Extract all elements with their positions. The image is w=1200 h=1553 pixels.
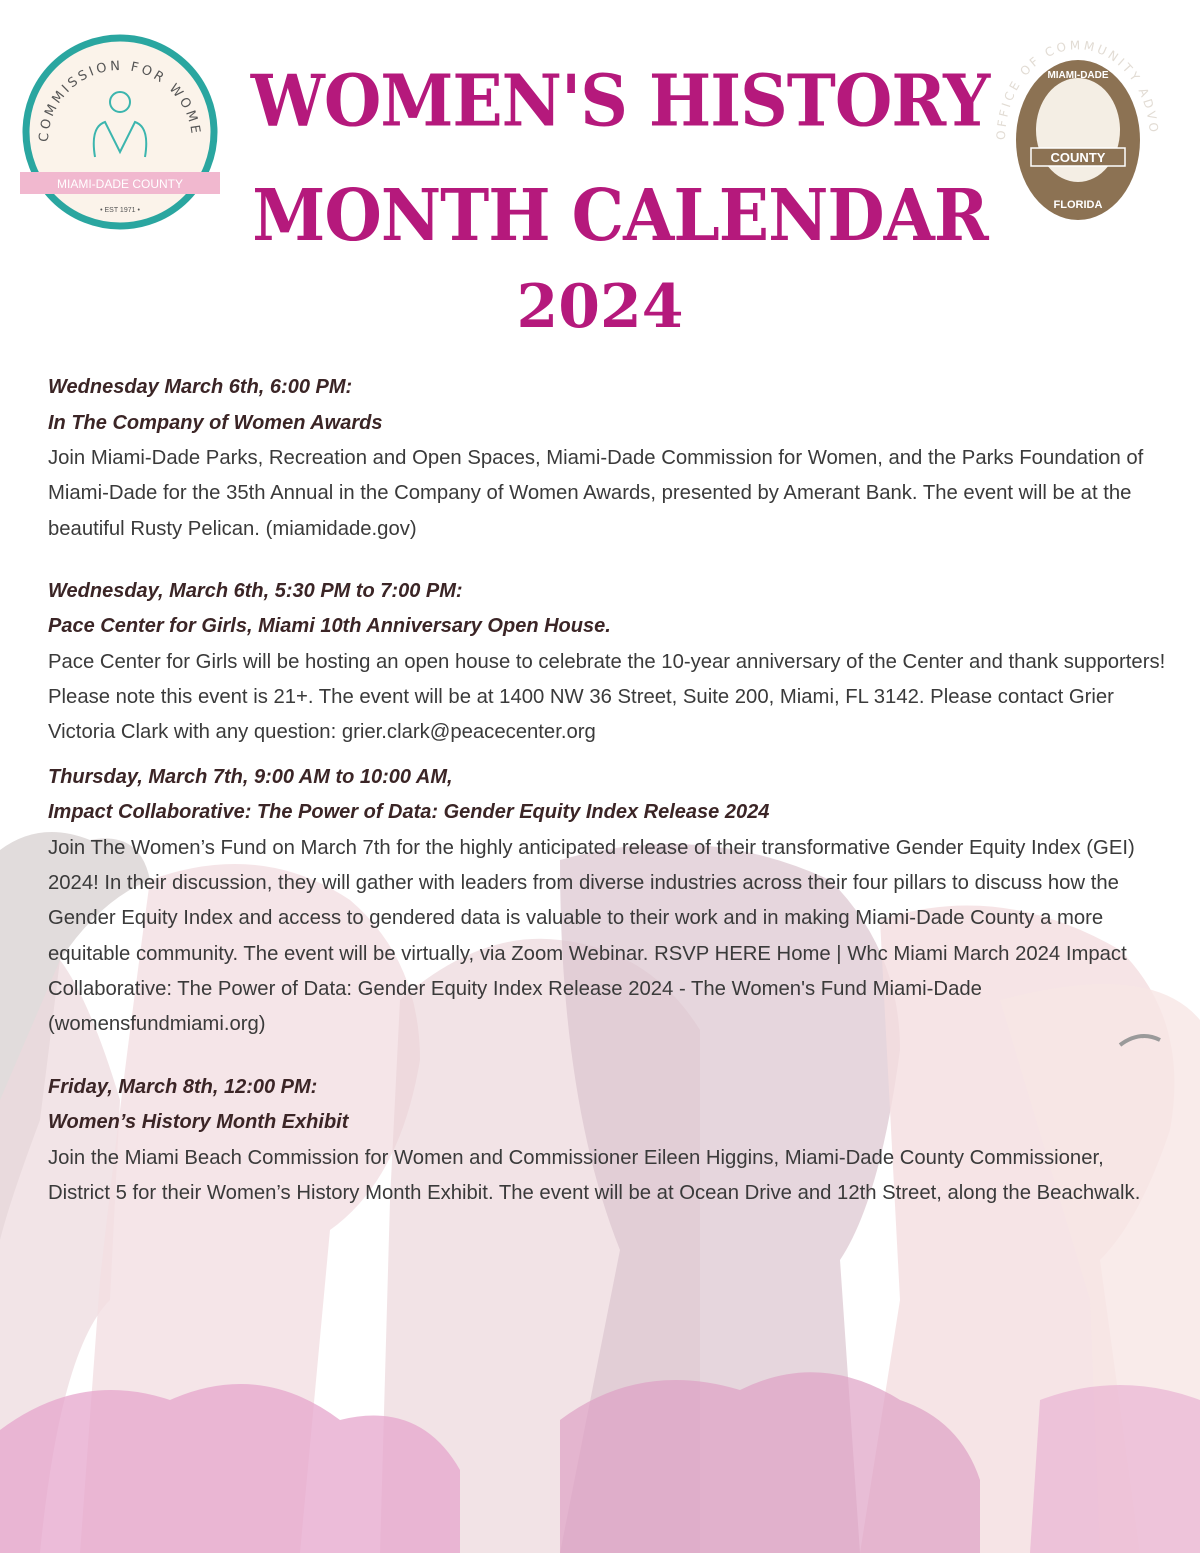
event-item [48,760,1168,1043]
event-title: Pace Center for Girls, Miami 10th Anniversary Open House. [48,615,611,638]
event-date: Thursday, March 7th, 9:00 AM to 10:00 AM, [48,765,453,788]
event-title: In The Company of Women Awards [48,411,383,434]
event-title: Women’s History Month Exhibit [48,1111,349,1134]
event-description: Join The Women’s Fund on March 7th for the highly anticipated release of their transformative Gender Equity Index (GEI) 2024! In their discussion, they will gather with leaders from diverse industries across their four pillars to discuss how the Gender Equity Index and access to gendered data is valuable to their work and in making Miami-Dade County a more equitable community. The event will be virtually, via Zoom Webinar. RSVP HERE Home | Whc Miami March 2024 Impact Collaborative: The Power of Data: Gender Equity Index Release 2024 - The Women's Fund Miami-Dade (womensfundmiami.org) [48,836,1135,1036]
page-title [240,44,1000,273]
event-item [48,1070,1168,1212]
event-date: Wednesday March 6th, 6:00 PM: [48,376,353,398]
title-year: 2024 [516,272,684,342]
svg-text:COMMISSION FOR WOMEN: COMMISSION FOR WOME [36,58,203,143]
title-line-1: WOMEN'S HISTORY [250,58,990,143]
svg-text:OFFICE OF COMMUNITY ADVOCACY: OFFICE OF COMMUNITY ADVO [993,38,1162,141]
svg-text:FLORIDA: FLORIDA [1053,199,1103,211]
svg-text:COUNTY: COUNTY [1050,150,1106,165]
event-description: Join Miami-Dade Parks, Recreation and Open Spaces, Miami-Dade Commission for Women, and the Parks Foundation of Miami-Dade for the 35th Annual in the Company of Women Awards, presented by Amerant Bank. The event will be at the beautiful Rusty Pelican. (miamidade.gov) [48,447,1144,540]
svg-text:MIAMI-DADE COUNTY: MIAMI-DADE COUNTY [57,177,183,191]
title-line-2: MONTH CALENDAR [252,173,988,258]
miami-dade-county-seal [985,30,1170,245]
event-title: Impact Collaborative: The Power of Data: Gender Equity Index Release 2024 [48,801,770,824]
event-list [48,370,1168,1211]
svg-text:MIAMI-DADE: MIAMI-DADE [1047,70,1109,81]
event-date: Friday, March 8th, 12:00 PM: [48,1075,318,1098]
event-date: Wednesday, March 6th, 5:30 PM to 7:00 PM: [48,579,463,602]
svg-text:• EST 1971 •: • EST 1971 • [100,207,140,214]
event-item [48,370,1168,547]
event-description: Pace Center for Girls will be hosting an open house to celebrate the 10-year anniversary of the Center and thank supporters! Please note this event is 21+. The event will be at 1400 NW 36 Street, Suite 200, Miami, FL 3142. Please contact Grier Victoria Clark with any question: grier.clark@peacecenter.org [48,650,1166,744]
event-description: Join the Miami Beach Commission for Women and Commissioner Eileen Higgins, Miami-Dade County Commissioner, District 5 for their Women’s History Month Exhibit. The event will be at Ocean Drive and 12th Street, along the Beachwalk. [48,1146,1141,1204]
event-item [48,574,1168,751]
commission-for-women-logo [20,32,220,232]
